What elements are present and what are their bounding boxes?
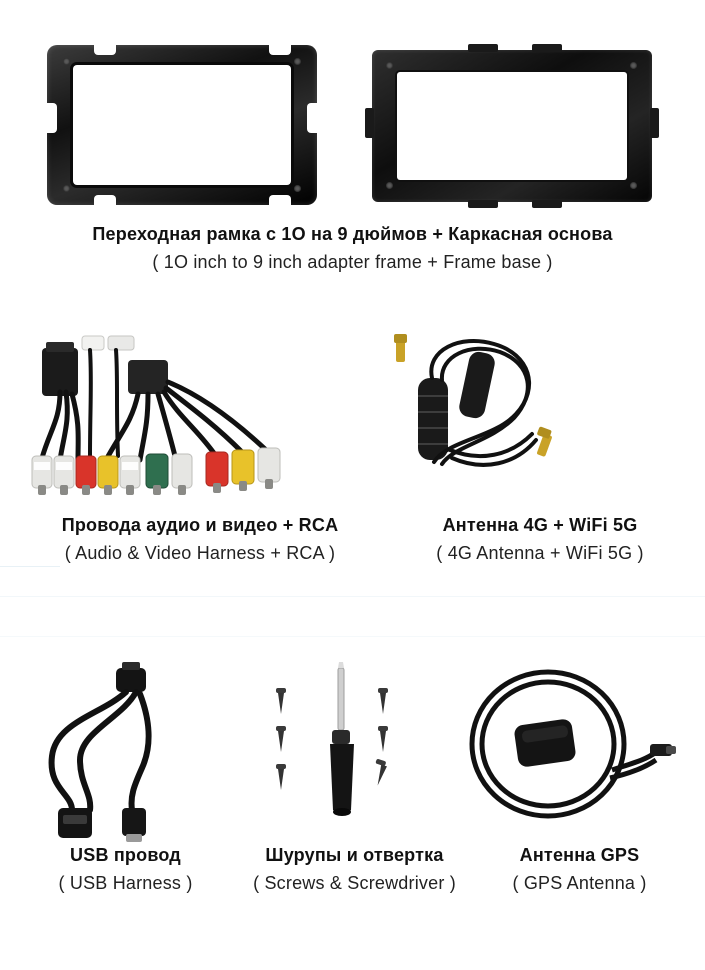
caption-en-antenna-4g-wifi: ( 4G Antenna + WiFi 5G ) xyxy=(436,542,644,563)
caption-en-adapter-frame: ( 1O inch to 9 inch adapter frame + Frame base ) xyxy=(152,251,553,272)
usb-plug-icon xyxy=(122,808,146,836)
decorative-line xyxy=(0,636,705,637)
rca-connectors-icon xyxy=(32,448,280,495)
screwdriver-icon xyxy=(250,660,440,845)
antenna-4g-drawing xyxy=(390,330,690,515)
harness-antenna-captions xyxy=(0,515,705,579)
caption-ru-adapter-frame: Переходная рамка с 1O на 9 дюймов + Каркасная основа xyxy=(92,224,613,244)
caption-en-usb-harness: ( USB Harness ) xyxy=(58,872,193,893)
caption-ru-usb-harness: USB провод xyxy=(70,845,181,865)
adapter-frame-opening xyxy=(73,65,291,185)
screwdriver-screws-drawing xyxy=(250,660,440,845)
gps-antenna-drawing xyxy=(460,660,680,845)
caption-ru-audio-video-harness: Провода аудио и видео + RCA xyxy=(61,515,339,535)
usb-cable-icon xyxy=(30,660,230,845)
frame-base-opening xyxy=(397,72,627,180)
caption-en-screws-screwdriver: ( Screws & Screwdriver ) xyxy=(253,872,456,893)
items-harness-antenna xyxy=(0,330,705,579)
caption-en-gps-antenna: ( GPS Antenna ) xyxy=(512,872,647,893)
usb-cable-drawing xyxy=(30,660,230,845)
caption-ru-screws-screwdriver: Шурупы и отвертка xyxy=(265,845,444,865)
caption-en-audio-video-harness: ( Audio & Video Harness + RCA ) xyxy=(64,542,336,563)
caption-ru-antenna-4g-wifi: Антенна 4G + WiFi 5G xyxy=(442,515,638,535)
wire-harness-icon xyxy=(20,330,380,515)
adapter-frame-icon xyxy=(47,45,317,205)
usb-screws-gps-captions xyxy=(0,845,705,915)
antenna-4g-icon xyxy=(390,330,690,515)
item-adapter-frame xyxy=(0,18,705,273)
wire-harness-drawing xyxy=(20,330,380,515)
caption-ru-gps-antenna: Антенна GPS xyxy=(519,845,640,865)
adapter-frame-images xyxy=(0,18,705,198)
decorative-line xyxy=(0,596,705,597)
frame-base-icon xyxy=(372,50,652,202)
adapter-frame-captions xyxy=(0,224,705,273)
items-usb-screws-gps xyxy=(0,660,705,915)
gps-antenna-icon xyxy=(460,660,680,845)
